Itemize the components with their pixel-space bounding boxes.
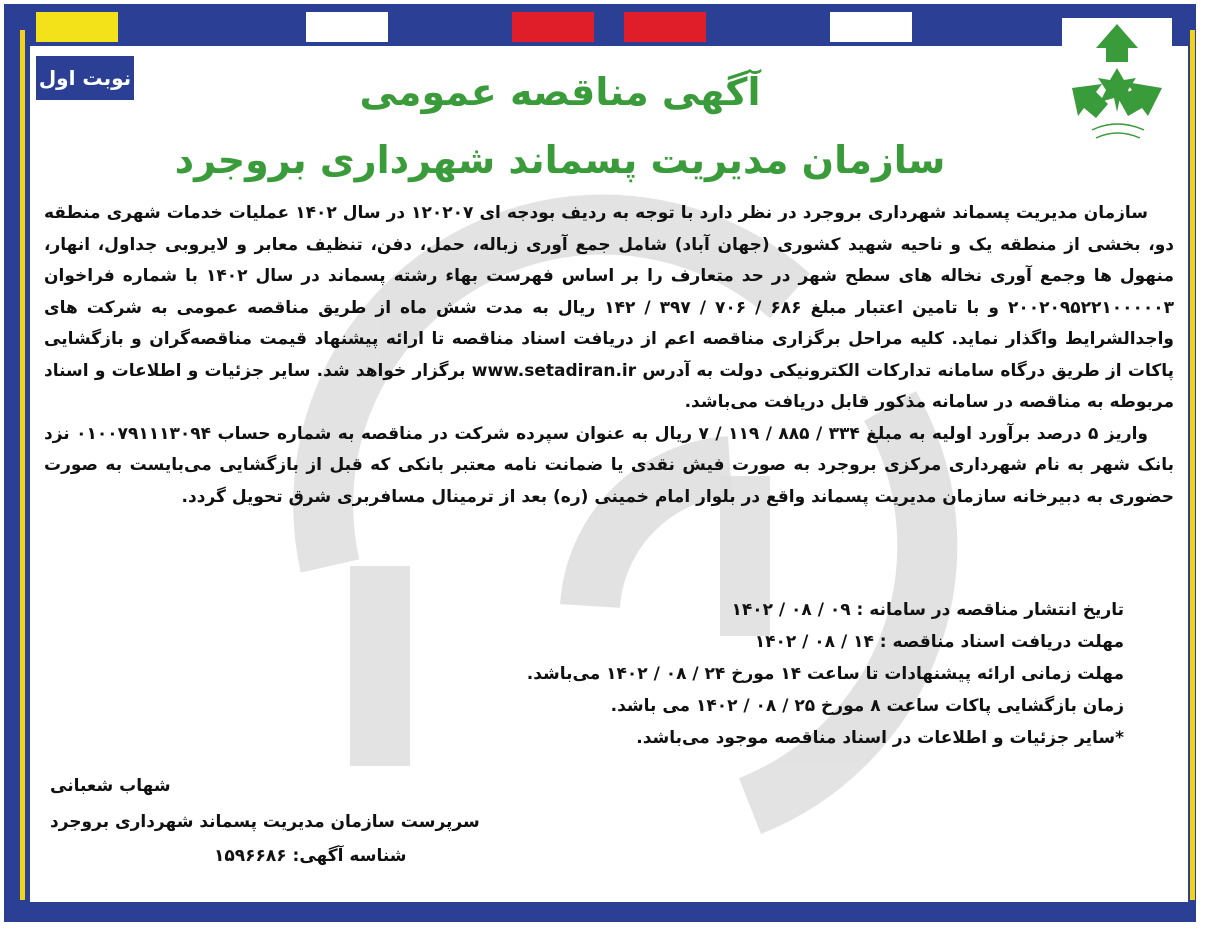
document-deadline: مهلت دریافت اسناد مناقصه : ۱۴ / ۰۸ / ۱۴۰۲: [754, 632, 1124, 652]
main-paragraph: سازمان مدیریت پسماند شهرداری بروجرد در نظر دارد با توجه به ردیف بودجه ای ۱۲۰۲۰۷ در سال ۱۴۰۲ عملیات خدمات شهری منطقه دو، بخشی از منطقه یک و ناحیه شهید کشوری (جهان آباد) شامل جمع آوری زباله، حمل، دفن، تنظیف معابر و لایروبی جداول، انهار، منهول ها وجمع آوری نخاله های سطح شهر در حد متعارف را بر اساس فهرست بهاء رشته پسماند در سال ۱۴۰۲ با شماره فراخوان ۲۰۰۲۰۹۵۲۲۱۰۰۰۰۰۳ و با تامین اعتبار مبلغ ۶۸۶ / ۷۰۶ / ۳۹۷ / ۱۴۲ ریال به مدت شش ماه از طریق مناقصه عمومی به شرکت های واجدالشرایط واگذار نماید. کلیه مراحل برگزاری مناقصه اعم از دریافت اسناد مناقصه تا ارائه پیشنهاد قیمت مناقصه‌گران و بازگشایی پاکات از طریق درگاه سامانه تدارکات الکترونیکی دولت به آدرس www.setadiran.ir برگزار خواهد شد. سایر جزئیات و اطلاعات و اسناد مربوطه به مناقصه در سامانه مذکور قابل دریافت می‌باشد.: [44, 203, 1175, 412]
dates-list: [44, 594, 1124, 754]
proposal-deadline: مهلت زمانی ارائه پیشنهادات تا ساعت ۱۴ مورخ ۲۴ / ۰۸ / ۱۴۰۲ می‌باشد.: [526, 664, 1124, 684]
notice-body: [44, 198, 1174, 513]
red-block: [512, 12, 594, 42]
deposit-paragraph: واریز ۵ درصد برآورد اولیه به مبلغ ۳۳۴ / ۸۸۵ / ۱۱۹ / ۷ ریال به عنوان سپرده شرکت در مناقصه به شماره حساب ۰۱۰۰۷۹۱۱۱۳۰۹۴ نزد بانک شهر به نام شهرداری مرکزی بروجرد به صورت فیش نقدی یا ضمانت نامه معتبر بانکی که قبل از بازگشایی می‌بایست به صورت حضوری به دبیرخانه سازمان مدیریت پسماند واقع در بلوار امام خمینی (ره) بعد از ترمینال مسافربری شرق تحویل گردد.: [44, 423, 1174, 507]
more-details-note: *سایر جزئیات و اطلاعات در اسناد مناقصه موجود می‌باشد.: [636, 728, 1124, 748]
top-color-blocks: [0, 12, 1205, 42]
gold-border-left: [20, 30, 25, 900]
organization-title: سازمان مدیریت پسماند شهرداری بروجرد: [174, 138, 946, 182]
recycle-icon: [1062, 18, 1172, 152]
yellow-block: [36, 12, 118, 42]
red-block: [624, 12, 706, 42]
recycle-logo: [1062, 18, 1172, 152]
white-block: [306, 12, 388, 42]
notice-title: آگهی مناقصه عمومی: [359, 70, 761, 114]
signer-name: شهاب شعبانی: [50, 776, 171, 796]
gold-border-right: [1190, 30, 1195, 900]
opening-time: زمان بازگشایی پاکات ساعت ۸ مورخ ۲۵ / ۰۸ / ۱۴۰۲ می باشد.: [610, 696, 1124, 716]
ad-id: شناسه آگهی: ۱۵۹۶۶۸۶: [214, 846, 407, 866]
publication-round-badge: نوبت اول: [36, 56, 134, 100]
signer-title: سرپرست سازمان مدیریت پسماند شهرداری بروجرد: [50, 812, 480, 832]
white-block: [830, 12, 912, 42]
publish-date: تاریخ انتشار مناقصه در سامانه : ۰۹ / ۰۸ / ۱۴۰۲: [731, 600, 1124, 620]
